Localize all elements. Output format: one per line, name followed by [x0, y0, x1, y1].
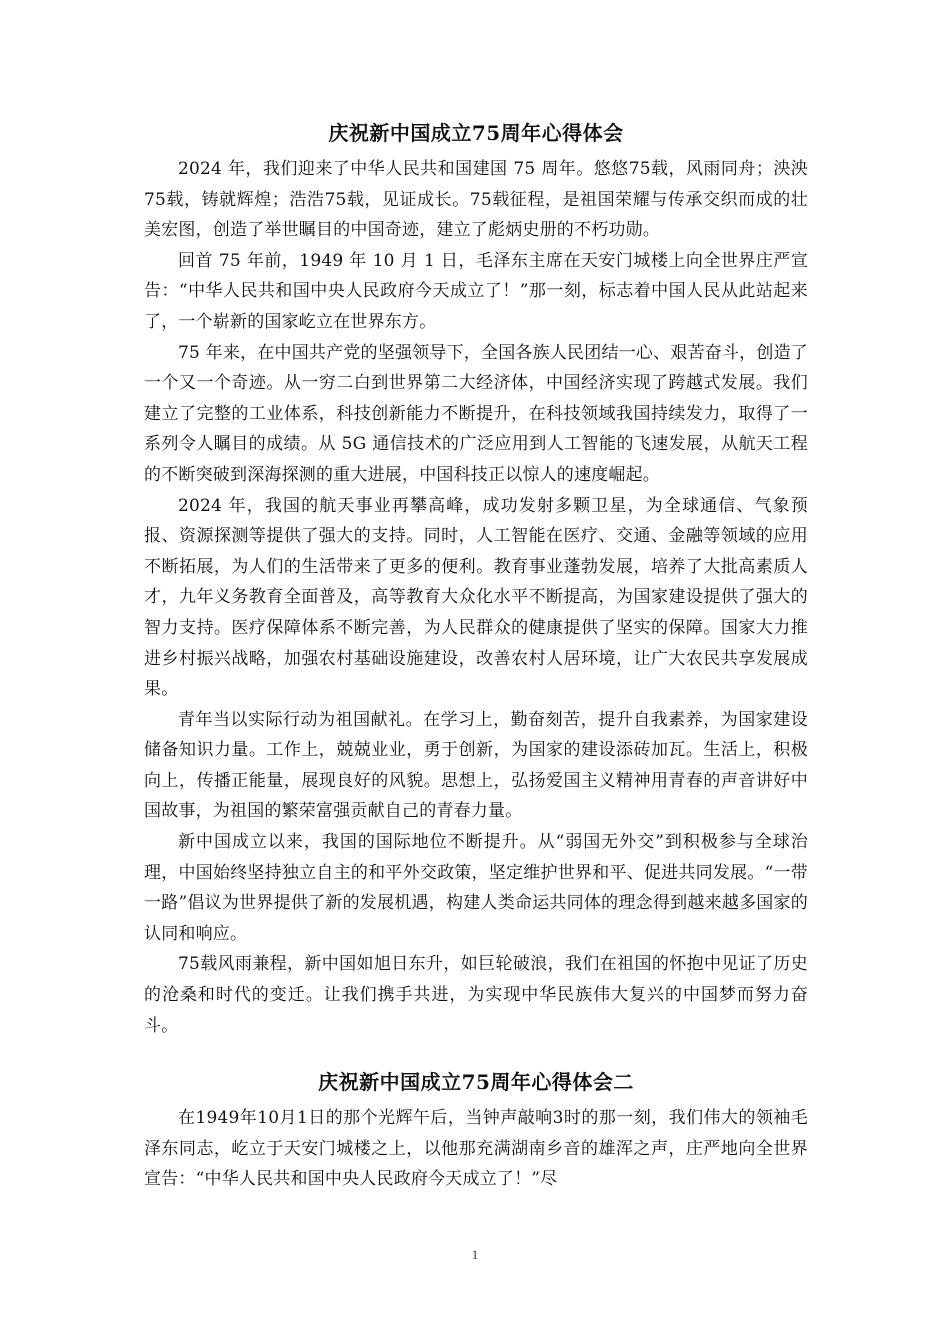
paragraph: 2024 年，我们迎来了中华人民共和国建国 75 周年。悠悠75载，风雨同舟；泱泱75载，铸就辉煌；浩浩75载，见证成长。75载征程，是祖国荣耀与传承交织而成的壮美宏图，创造了举世瞩目的中国奇迹，建立了彪炳史册的不朽功勋。 [144, 159, 808, 241]
paragraph: 新中国成立以来，我国的国际地位不断提升。从“弱国无外交”到积极参与全球治理，中国始终坚持独立自主的和平外交政策，坚定维护世界和平、促进共同发展。“一带一路”倡议为世界提供了新的发展机遇，构建人类命运共同体的理念得到越来越多国家的认同和响应。 [144, 832, 808, 944]
paragraph: 在1949年10月1日的那个光辉午后，当钟声敲响3时的那一刻，我们伟大的领袖毛泽东同志，屹立于天安门城楼之上，以他那充满湖南乡音的雄浑之声，庄严地向全世界宣告：“中华人民共和国中央人民政府今天成立了！”尽 [144, 1108, 808, 1190]
paragraph: 2024 年，我国的航天事业再攀高峰，成功发射多颗卫星，为全球通信、气象预报、资源探测等提供了强大的支持。同时，人工智能在医疗、交通、金融等领域的应用不断拓展，为人们的生活带来了更多的便利。教育事业蓬勃发展，培养了大批高素质人才，九年义务教育全面普及，高等教育大众化水平不断提高，为国家建设提供了强大的智力支持。医疗保障体系不断完善，为人民群众的健康提供了坚实的保障。国家大力推进乡村振兴战略，加强农村基础设施建设，改善农村人居环境，让广大农民共享发展成果。 [144, 495, 808, 700]
page-number: 1 [471, 1247, 479, 1262]
paragraph: 75载风雨兼程，新中国如旭日东升，如巨轮破浪，我们在祖国的怀抱中见证了历史的沧桑和时代的变迁。让我们携手共进，为实现中华民族伟大复兴的中国梦而努力奋斗。 [144, 954, 808, 1036]
paragraph: 回首 75 年前，1949 年 10 月 1 日，毛泽东主席在天安门城楼上向全世界庄严宣告：“中华人民共和国中央人民政府今天成立了！”那一刻，标志着中国人民从此站起来了，一个崭新的国家屹立在世界东方。 [144, 250, 808, 332]
section-title: 庆祝新中国成立75周年心得体会二 [318, 1070, 634, 1095]
paragraph: 青年当以实际行动为祖国献礼。在学习上，勤奋刻苦，提升自我素养，为国家建设储备知识力量。工作上，兢兢业业，勇于创新，为国家的建设添砖加瓦。生活上，积极向上，传播正能量，展现良好的风貌。思想上，弘扬爱国主义精神用青春的声音讲好中国故事，为祖国的繁荣富强贡献自己的青春力量。 [144, 709, 808, 822]
document-body [144, 118, 808, 1195]
document-title: 庆祝新中国成立75周年心得体会 [328, 121, 624, 145]
paragraph: 75 年来，在中国共产党的坚强领导下，全国各族人民团结一心、艰苦奋斗，创造了一个又一个奇迹。从一穷二白到世界第二大经济体，中国经济实现了跨越式发展。我们建立了完整的工业体系，科技创新能力不断提升，在科技领域我国持续发力，取得了一系列令人瞩目的成绩。从 5G 通信技术的广泛应用到人工智能的飞速发展，从航天工程的不断突破到深海探测的重大进展，中国科技正以惊人的速度崛起。 [144, 342, 808, 485]
